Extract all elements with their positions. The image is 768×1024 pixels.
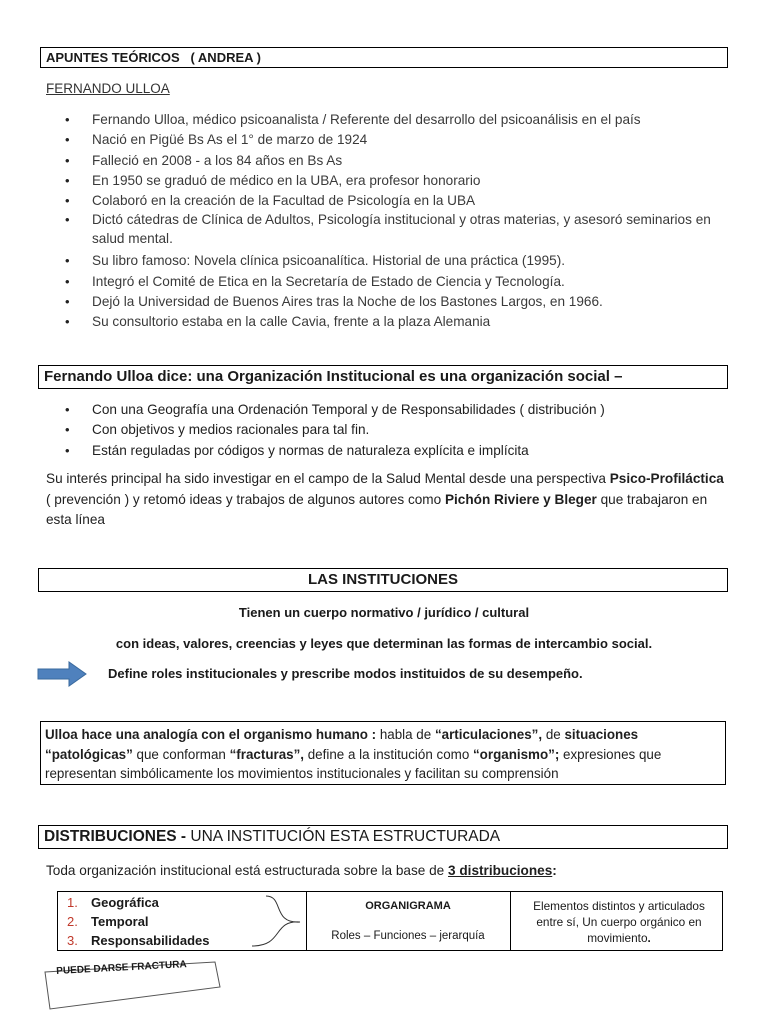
list-item — [67, 933, 209, 948]
list-item — [67, 895, 159, 910]
item-label: Geográfica — [91, 895, 159, 910]
distribuciones-list — [58, 892, 307, 950]
elementos-text — [520, 898, 718, 946]
analogia-bold-fracturas: “fracturas”, — [229, 746, 305, 762]
analogia-text-part: define a la institución como — [304, 746, 473, 762]
list-item: • Su libro famoso: Novela clínica psicoanalítica. Historial de una práctica (1995). — [65, 251, 725, 271]
intro-colon: : — [552, 863, 557, 878]
arrow-right-icon — [37, 661, 87, 687]
interes-text: que trabajaron en esta línea — [46, 491, 708, 527]
organizacion-list — [65, 400, 725, 461]
list-item: • Dictó cátedras de Clínica de Adultos, Psicología institucional y otras materias, y asesoró seminarios en salud mental. — [65, 211, 725, 248]
distribuciones-header-bold: DISTRIBUCIONES - — [44, 828, 191, 845]
analogia-text-part: que conforman — [132, 746, 230, 762]
interes-paragraph — [46, 469, 724, 531]
analogia-bold-patologicas: situaciones “patológicas” — [45, 727, 639, 762]
interes-bold-psico: Psico-Profiláctica — [609, 471, 724, 486]
list-item: • Con objetivos y medios racionales para tal fin. — [65, 420, 725, 440]
intro-text: Toda organización institucional está estructurada sobre la base de — [46, 863, 449, 878]
list-item — [67, 914, 149, 929]
brace-icon — [244, 894, 306, 948]
instituciones-line3: Define roles institucionales y prescribe modos instituidos de su desempeño. — [108, 666, 583, 681]
organizacion-header: Fernando Ulloa dice: una Organización Institucional es una organización social – — [44, 368, 623, 385]
list-item: • Colaboró en la creación de la Facultad de Psicología en la UBA — [65, 191, 725, 211]
organigrama-sub: Roles – Funciones – jerarquía — [331, 930, 485, 942]
list-item: • Dejó la Universidad de Buenos Aires tras la Noche de los Bastones Largos, en 1966. — [65, 292, 725, 312]
apuntes-header: APUNTES TEÓRICOS ( ANDREA ) — [46, 50, 261, 65]
distribuciones-header — [44, 828, 500, 846]
analogia-text-part: habla de — [379, 727, 435, 742]
list-item: • Su consultorio estaba en la calle Cavia, frente a la plaza Alemania — [65, 312, 725, 332]
intro-bold: 3 distribuciones — [448, 863, 553, 878]
analogia-text-part: expresiones que representan simbólicamente los movimientos institucionales y facilitan su comprensión — [45, 746, 662, 781]
instituciones-header-box — [38, 568, 728, 592]
distribuciones-table — [57, 891, 723, 951]
analogia-box — [40, 721, 726, 785]
list-item: • Integró el Comité de Etica en la Secretaría de Estado de Ciencia y Tecnología. — [65, 272, 725, 292]
interes-bold-authors: Pichón Riviere y Bleger — [444, 491, 597, 507]
item-number: 3. — [67, 933, 78, 948]
instituciones-line2: con ideas, valores, creencias y leyes que determinan las formas de intercambio social. — [115, 636, 653, 651]
analogia-bold-organismo: “organismo”; — [472, 746, 560, 762]
instituciones-header: LAS INSTITUCIONES — [307, 571, 458, 588]
item-number: 1. — [67, 895, 78, 910]
interes-text: Su interés principal ha sido investigar en el campo de la Salud Mental desde una perspectiva — [46, 471, 610, 486]
elementos-text-part: Elementos distintos y articulados entre sí, Un cuerpo orgánico en movimiento — [533, 899, 705, 945]
instituciones-line1: Tienen un cuerpo normativo / jurídico / cultural — [238, 605, 530, 620]
organigrama-cell — [306, 892, 511, 950]
organizacion-header-box — [38, 365, 728, 389]
analogia-bold-intro: Ulloa hace una analogía con el organismo humano : — [45, 727, 380, 742]
author-subtitle: FERNANDO ULLOA — [46, 81, 170, 96]
distribuciones-header-box — [38, 825, 728, 849]
list-item: • Falleció en 2008 - a los 84 años en Bs As — [65, 151, 725, 171]
item-label: Temporal — [91, 914, 149, 929]
list-item: • Con una Geografía una Ordenación Temporal y de Responsabilidades ( distribución ) — [65, 400, 725, 420]
elementos-period: . — [647, 931, 651, 945]
bio-list — [65, 110, 725, 333]
analogia-text — [45, 725, 721, 784]
distribuciones-header-rest: UNA INSTITUCIÓN ESTA ESTRUCTURADA — [190, 828, 501, 845]
analogia-text-part: de — [542, 727, 565, 742]
analogia-bold-articulaciones: “articulaciones”, — [434, 727, 543, 742]
interes-text: ( prevención ) y retomó ideas y trabajos de algunos autores como — [46, 491, 445, 507]
elementos-cell — [516, 892, 722, 950]
list-item: • Fernando Ulloa, médico psicoanalista / Referente del desarrollo del psicoanálisis en el país — [65, 110, 725, 130]
organigrama-title: ORGANIGRAMA — [365, 900, 451, 912]
apuntes-header-box — [40, 47, 728, 68]
list-item: • Están reguladas por códigos y normas de naturaleza explícita e implícita — [65, 441, 725, 461]
distribuciones-intro — [46, 861, 726, 882]
list-item: • Nació en Pigüé Bs As el 1° de marzo de 1924 — [65, 130, 725, 150]
item-label: Responsabilidades — [91, 933, 210, 948]
item-number: 2. — [67, 914, 78, 929]
list-item: • En 1950 se graduó de médico en la UBA, era profesor honorario — [65, 171, 725, 191]
fractura-label: PUEDE DARSE FRACTURA — [56, 959, 187, 977]
